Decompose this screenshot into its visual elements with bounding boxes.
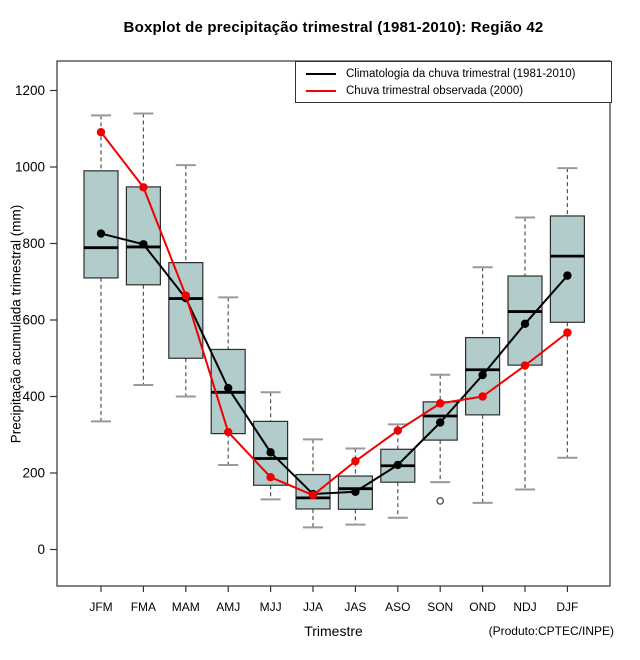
series-1-point-JJA (309, 491, 317, 499)
y-axis-title: Precipitação acumulada trimestral (mm) (8, 204, 24, 444)
legend-line-sample-red (306, 90, 336, 92)
series-1-point-ASO (394, 426, 402, 434)
y-tick-label-1000: 1000 (14, 159, 45, 175)
y-tick-label-0: 0 (37, 542, 45, 557)
footnote: (Produto:CPTEC/INPE) (488, 624, 614, 638)
x-tick-label-NDJ: NDJ (513, 600, 537, 614)
series-1-point-MJJ (266, 473, 274, 481)
legend-label-observada: Chuva trimestral observada (2000) (346, 84, 524, 97)
x-tick-label-JFM: JFM (89, 600, 113, 614)
series-0-point-FMA (139, 240, 147, 248)
box-DJF (550, 216, 584, 322)
x-tick-label-ASO: ASO (385, 600, 411, 614)
series-1-point-MAM (182, 291, 190, 299)
x-tick-label-JAS: JAS (344, 600, 367, 614)
legend-item-climatologia (296, 65, 611, 82)
outlier-SON-0 (437, 498, 443, 504)
legend-item-observada (296, 82, 611, 99)
chart-title: Boxplot de precipitação trimestral (1981-2010): Região 42 (123, 19, 544, 36)
y-tick-label-800: 800 (22, 236, 45, 251)
x-tick-label-AMJ: AMJ (216, 600, 241, 614)
x-tick-label-DJF: DJF (556, 600, 579, 614)
series-0-point-DJF (563, 271, 571, 279)
series-0-point-OND (478, 371, 486, 379)
box-MAM (169, 263, 203, 359)
y-tick-label-600: 600 (22, 312, 45, 328)
x-tick-label-JJA: JJA (302, 600, 324, 614)
series-0-point-NDJ (521, 320, 529, 328)
x-axis-title: Trimestre (304, 623, 363, 639)
x-tick-label-OND: OND (469, 600, 496, 614)
series-1-point-FMA (139, 183, 147, 191)
series-1-point-SON (436, 399, 444, 407)
x-tick-label-MJJ: MJJ (259, 600, 282, 614)
series-0-point-MJJ (266, 448, 274, 456)
series-0-point-JAS (351, 488, 359, 496)
legend-label-climatologia: Climatologia da chuva trimestral (1981-2010) (346, 67, 576, 80)
legend (295, 61, 612, 103)
y-tick-label-1200: 1200 (14, 83, 45, 98)
series-1-point-NDJ (521, 361, 529, 369)
series-1-point-OND (478, 392, 486, 400)
y-tick-label-200: 200 (22, 465, 45, 481)
legend-line-sample-black (306, 73, 336, 75)
x-tick-label-SON: SON (427, 600, 454, 614)
x-tick-label-FMA: FMA (130, 600, 157, 614)
series-1-point-JAS (351, 457, 359, 465)
y-tick-label-400: 400 (22, 389, 45, 404)
series-0-point-ASO (394, 461, 402, 469)
series-0-point-JFM (97, 229, 105, 237)
box-FMA (126, 187, 160, 285)
series-1-point-AMJ (224, 428, 232, 436)
series-0-point-SON (436, 418, 444, 426)
series-0-point-AMJ (224, 384, 232, 392)
box-JFM (84, 171, 118, 278)
series-1-point-JFM (97, 128, 105, 136)
x-tick-label-MAM: MAM (171, 600, 200, 614)
series-1-point-DJF (563, 328, 571, 336)
